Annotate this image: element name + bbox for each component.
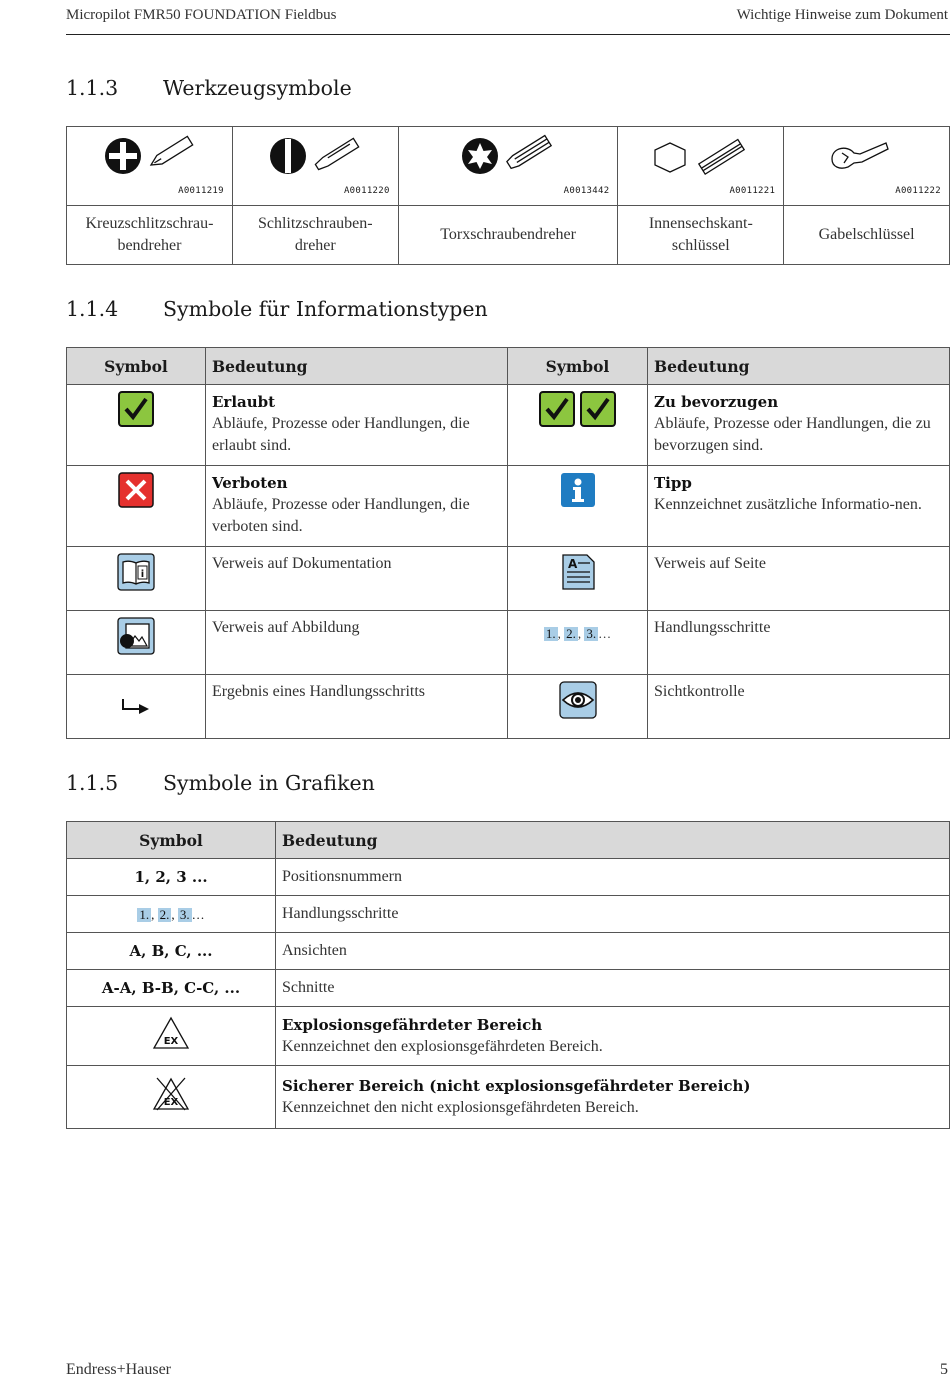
symbol-cell <box>67 611 206 675</box>
meaning-text: Ergebnis eines Handlungsschritts <box>212 683 426 700</box>
step-separator: , <box>557 626 561 641</box>
meaning-cell <box>648 675 950 739</box>
graphic-symbols-table <box>66 821 950 1129</box>
running-header-chapter: Wichtige Hinweise zum Dokument <box>736 7 948 23</box>
section-title: Werkzeugsymbole <box>163 76 352 100</box>
figure-code: A0013442 <box>563 186 610 196</box>
symbol-cell <box>508 385 648 466</box>
table-row <box>67 385 950 466</box>
open-end-wrench-cell <box>784 127 950 206</box>
meaning-cell <box>648 611 950 675</box>
symbol-cell <box>508 675 648 739</box>
symbol-cell <box>67 1007 276 1066</box>
meaning-title: Zu bevorzugen <box>654 393 779 411</box>
figure-code: A0011220 <box>343 186 390 196</box>
meaning-cell <box>206 466 508 547</box>
step-badge: 1. <box>545 626 556 641</box>
step-numbers-symbol <box>544 626 611 641</box>
meaning-cell <box>276 1066 950 1129</box>
info-icon <box>560 472 596 508</box>
meaning-text: Sichtkontrolle <box>654 683 745 700</box>
step-ellipsis: … <box>598 626 612 641</box>
meaning-text: Handlungsschritte <box>276 896 950 933</box>
page-reference-icon <box>559 553 597 591</box>
symbol-cell: 1, 2, 3 ... <box>67 859 276 896</box>
table-row <box>67 970 950 1007</box>
step-separator: , <box>151 906 155 922</box>
table-row <box>67 466 950 547</box>
tool-label-line: Kreuzschlitzschrau- bendreher <box>85 215 214 254</box>
table-row <box>67 933 950 970</box>
meaning-text: Kennzeichnet zusätzliche Informatio-nen. <box>654 496 922 513</box>
forbidden-icon <box>118 472 154 508</box>
step-separator: , <box>171 906 175 922</box>
column-header-meaning: Bedeutung <box>648 348 950 385</box>
section-title: Symbole für Informationstypen <box>163 297 488 321</box>
symbol-cell <box>508 547 648 611</box>
step-badge: 2. <box>566 626 576 641</box>
column-header-symbol: Symbol <box>508 348 648 385</box>
meaning-cell <box>206 385 508 466</box>
symbol-cell <box>67 466 206 547</box>
meaning-text: Kennzeichnet den explosionsgefährdeten Bereich. <box>282 1038 603 1055</box>
symbol-cell <box>67 385 206 466</box>
meaning-text: Handlungsschritte <box>654 619 771 636</box>
tool-label <box>618 206 784 265</box>
tool-label-line: Gabelschlüssel <box>818 226 915 243</box>
symbol-cell: A, B, C, ... <box>67 933 276 970</box>
symbol-cell <box>508 466 648 547</box>
hazardous-area-icon <box>151 1015 191 1051</box>
column-header-symbol: Symbol <box>67 822 276 859</box>
tool-label <box>232 206 398 265</box>
step-numbers-symbol <box>137 907 204 922</box>
section-number: 1.1.4 <box>66 297 119 321</box>
step-ellipsis: … <box>191 906 205 922</box>
result-arrow-icon <box>117 681 155 719</box>
phillips-screwdriver-cell <box>67 127 233 206</box>
documentation-reference-icon <box>117 553 155 591</box>
meaning-text: Abläufe, Prozesse oder Handlungen, die verboten sind. <box>212 496 470 535</box>
table-row <box>67 1066 950 1129</box>
tool-label <box>398 206 618 265</box>
meaning-title: Sicherer Bereich (nicht explosionsgefährdeter Bereich) <box>282 1077 751 1095</box>
meaning-cell <box>648 547 950 611</box>
meaning-cell <box>648 466 950 547</box>
double-check-icon <box>539 391 617 427</box>
torx-screwdriver-cell <box>398 127 618 206</box>
table-row <box>67 675 950 739</box>
table-row <box>67 859 950 896</box>
page-number: 5 <box>940 1361 948 1378</box>
ex-label: EX <box>163 1036 179 1047</box>
tool-symbols-table <box>66 126 950 265</box>
ex-label: EX <box>163 1097 179 1108</box>
meaning-text: Kennzeichnet den nicht explosionsgefährdeten Bereich. <box>282 1099 639 1116</box>
meaning-text: Verweis auf Seite <box>654 555 766 572</box>
table-row <box>67 1007 950 1066</box>
symbol-cell <box>67 1066 276 1129</box>
column-header-symbol: Symbol <box>67 348 206 385</box>
meaning-text: Schnitte <box>276 970 950 1007</box>
svg-text:i: i <box>140 569 145 580</box>
meaning-text: Abläufe, Prozesse oder Handlungen, die zu bevorzugen sind. <box>654 415 931 454</box>
running-header-title: Micropilot FMR50 FOUNDATION Fieldbus <box>66 7 337 23</box>
check-icon <box>118 391 154 427</box>
section-number: 1.1.5 <box>66 771 119 795</box>
tool-label-line: Torxschraubendreher <box>440 226 576 243</box>
tool-label-line: Schlitzschrauben- dreher <box>257 215 373 254</box>
tool-label <box>784 206 950 265</box>
symbol-cell <box>67 547 206 611</box>
meaning-cell <box>206 675 508 739</box>
step-badge: 2. <box>159 906 170 922</box>
column-header-meaning: Bedeutung <box>206 348 508 385</box>
column-header-meaning: Bedeutung <box>276 822 950 859</box>
slotted-screwdriver-cell <box>232 127 398 206</box>
figure-code: A0011222 <box>895 186 941 196</box>
meaning-title: Explosionsgefährdeter Bereich <box>282 1016 543 1034</box>
visual-inspection-icon <box>559 681 597 719</box>
safe-area-icon <box>151 1076 191 1112</box>
svg-text:A: A <box>567 557 577 571</box>
meaning-title: Tipp <box>654 474 692 492</box>
header-rule <box>66 34 950 35</box>
section-number: 1.1.3 <box>66 76 119 100</box>
meaning-text: Verweis auf Abbildung <box>212 619 360 636</box>
figure-code: A0011221 <box>729 186 776 196</box>
symbol-cell <box>508 611 648 675</box>
symbol-cell <box>67 675 206 739</box>
meaning-cell <box>206 611 508 675</box>
tool-label <box>67 206 233 265</box>
tool-label-line: Innensechskant- schlüssel <box>648 215 753 254</box>
section-title: Symbole in Grafiken <box>163 771 375 795</box>
symbol-cell <box>67 896 276 933</box>
meaning-text: Verweis auf Dokumentation <box>212 555 392 572</box>
figure-reference-icon <box>117 617 155 655</box>
meaning-title: Erlaubt <box>212 393 276 411</box>
table-row <box>67 547 950 611</box>
figure-code: A0011219 <box>178 186 224 196</box>
table-row <box>67 896 950 933</box>
info-symbols-table <box>66 347 950 739</box>
footer-brand: Endress+Hauser <box>66 1361 171 1378</box>
meaning-cell <box>206 547 508 611</box>
meaning-cell <box>648 385 950 466</box>
table-row <box>67 611 950 675</box>
meaning-text: Ansichten <box>276 933 950 970</box>
hex-key-cell <box>618 127 784 206</box>
meaning-text: Positionsnummern <box>276 859 950 896</box>
symbol-cell: A-A, B-B, C-C, ... <box>67 970 276 1007</box>
meaning-cell <box>276 1007 950 1066</box>
step-separator: , <box>577 626 582 641</box>
meaning-title: Verboten <box>212 474 288 492</box>
step-badge: 3. <box>179 906 190 922</box>
meaning-text: Abläufe, Prozesse oder Handlungen, die erlaubt sind. <box>212 415 470 454</box>
step-badge: 3. <box>586 626 597 641</box>
step-badge: 1. <box>139 906 150 922</box>
